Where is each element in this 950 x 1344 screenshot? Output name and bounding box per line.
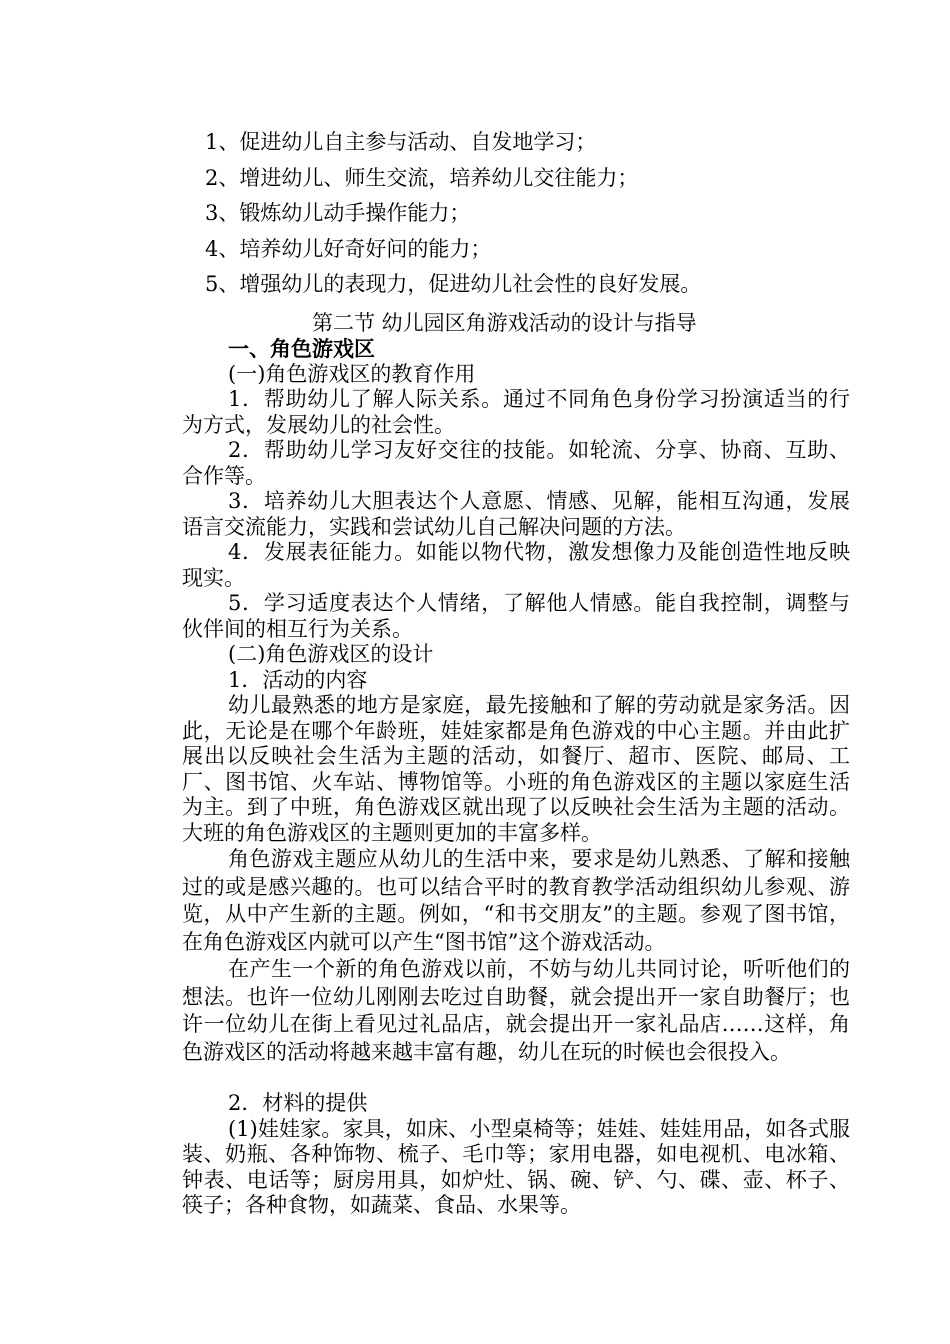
body-paragraph: 角色游戏主题应从幼儿的生活中来，要求是幼儿熟悉、了解和接触过的或是感兴趣的。也可以结合平时的教育教学活动组织幼儿参观、游览，从中产生新的主题。例如，“和书交朋友”的主题。参观了图书馆，在角色游戏区内就可以产生“图书馆”这个游戏活动。 [182,847,850,954]
goal-item: 1、促进幼儿自主参与活动、自发地学习； [205,130,597,154]
materials-paragraph: (1)娃娃家。家具，如床、小型桌椅等；娃娃、娃娃用品，如各式服装、奶瓶、各种饰物、梳子、毛巾等；家用电器，如电视机、电冰箱、钟表、电话等；厨房用具，如炉灶、锅、碗、铲、勺、碟、壶、杯子、筷子；各种食物，如蔬菜、食品、水果等。 [182,1116,850,1217]
role-item: 5．学习适度表达个人情绪，了解他人情感。能自我控制，调整与伙伴间的相互行为关系。 [182,591,850,641]
section-title: 第二节 幼儿园区角游戏活动的设计与指导 [312,311,697,335]
subheading-design: (二)角色游戏区的设计 [228,642,434,666]
goal-item: 4、培养幼儿好奇好问的能力； [205,236,492,261]
goal-item: 5、增强幼儿的表现力，促进幼儿社会性的良好发展。 [205,272,702,296]
goal-list [205,125,701,303]
document-body [182,336,850,1219]
body-paragraph: 在产生一个新的角色游戏以前，不妨与幼儿共同讨论，听听他们的想法。也许一位幼儿刚刚去吃过自助餐，就会提出开一家自助餐厅；也许一位幼儿在街上看见过礼品店，就会提出开一家礼品店……这样，角色游戏区的活动将越来越丰富有趣，幼儿在玩的时候也会很投入。 [182,957,850,1064]
paragraph-gap [182,1066,850,1091]
body-paragraph: 幼儿最熟悉的地方是家庭，最先接触和了解的劳动就是家务活。因此，无论是在哪个年龄班，娃娃家都是角色游戏的中心主题。并由此扩展出以反映社会生活为主题的活动，如餐厅、超市、医院、邮局、工厂、图书馆、火车站、博物馆等。小班的角色游戏区的主题以家庭生活为主。到了中班，角色游戏区就出现了以反映社会生活为主题的活动。大班的角色游戏区的主题则更加的丰富多样。 [182,693,850,845]
goal-item: 3、锻炼幼儿动手操作能力； [205,201,471,225]
role-item: 3．培养幼儿大胆表达个人意愿、情感、见解，能相互沟通，发展语言交流能力，实践和尝试幼儿自己解决问题的方法。 [182,489,850,539]
heading-role-play-area: 一、角色游戏区 [228,336,375,361]
heading-materials: 2．材料的提供 [228,1091,368,1115]
role-item: 4．发展表征能力。如能以物代物，激发想像力及能创造性地反映现实。 [182,540,850,590]
role-item: 1．帮助幼儿了解人际关系。通过不同角色身份学习扮演适当的行为方式，发展幼儿的社会性。 [182,387,850,437]
goal-item: 2、增进幼儿、师生交流，培养幼儿交往能力； [205,165,639,190]
role-item: 2．帮助幼儿学习友好交往的技能。如轮流、分享、协商、互助、合作等。 [182,438,850,488]
subheading-educational-role: (一)角色游戏区的教育作用 [228,361,476,386]
heading-activity-content: 1．活动的内容 [228,667,368,692]
